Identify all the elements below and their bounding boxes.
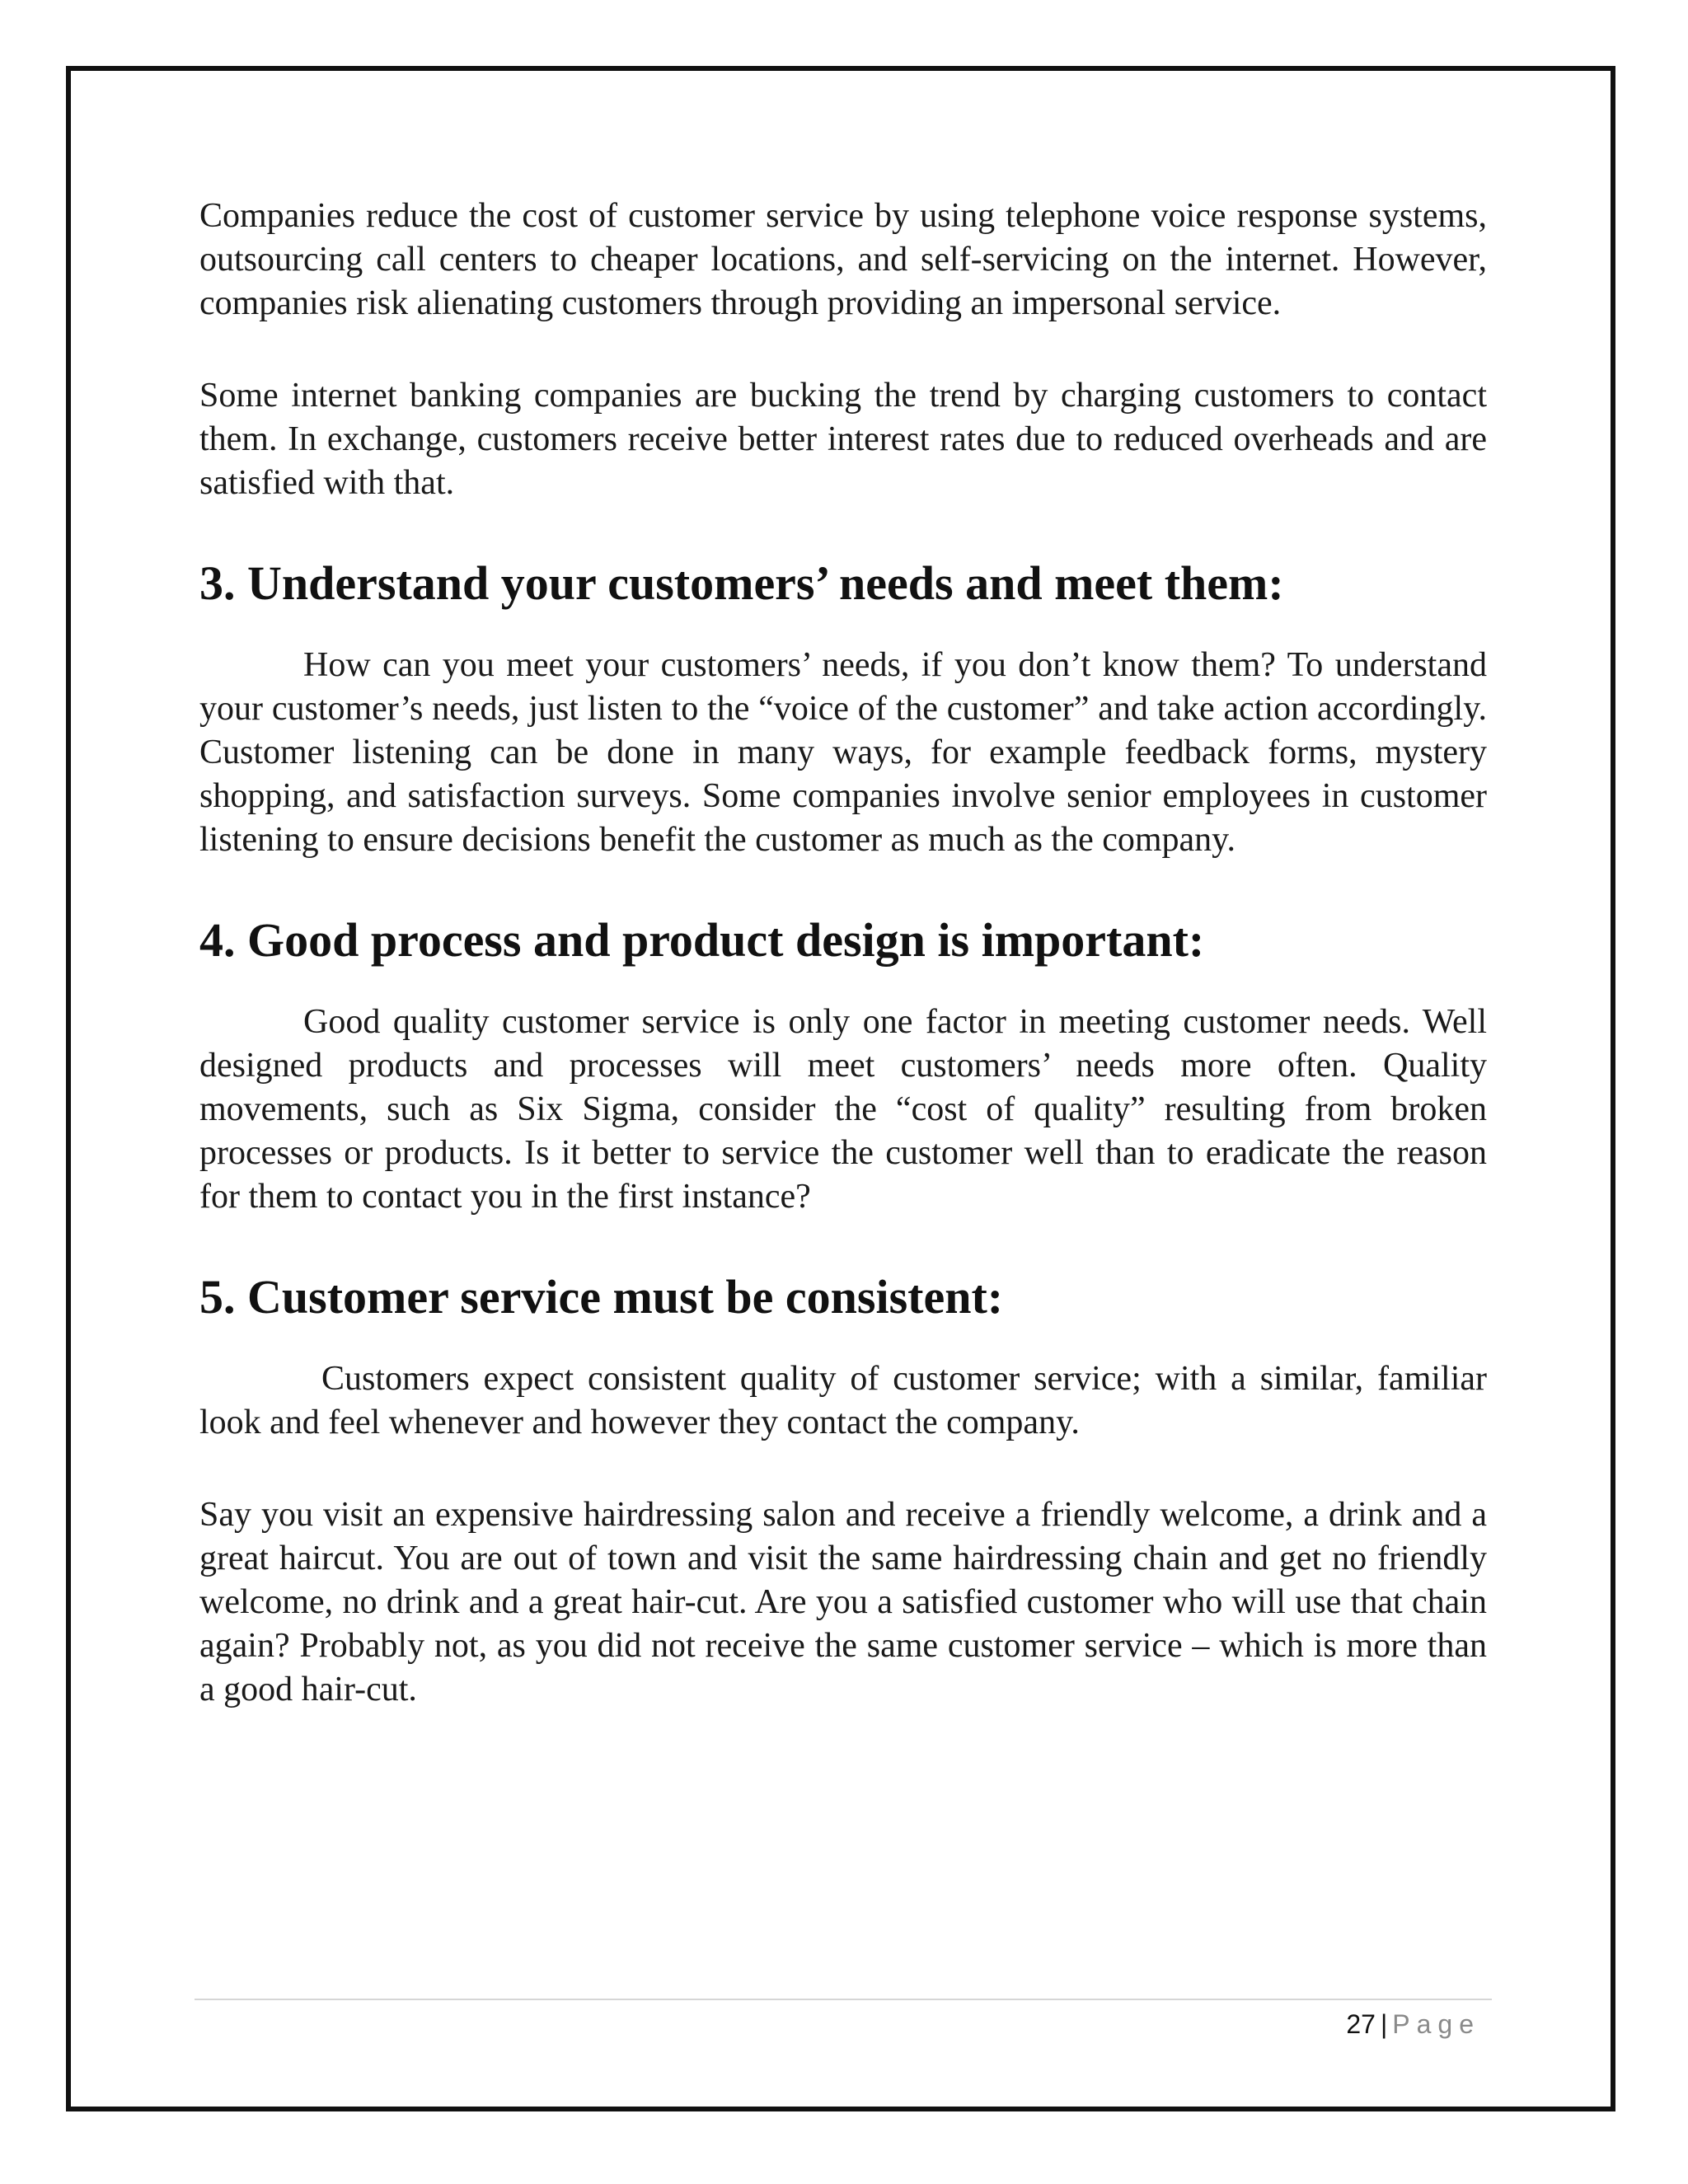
section-heading-understand-needs: 3. Understand your customers’ needs and meet them: [199, 556, 1284, 610]
paragraph-cost-reduction: Companies reduce the cost of customer service by using telephone voice response systems, outsourcing call centers to cheaper locations, and self-servicing on the internet. However, companies risk alienating customers through providing an impersonal service. [199, 197, 1487, 322]
section-body-hairdressing-example: Say you visit an expensive hairdressing salon and receive a friendly welcome, a drink and a great haircut. You are out of town and visit the same hairdressing chain and get no friendly welcome, no drink and a great hair-cut. Are you a satisfied customer who will use that chain again? Probably not, as you did not receive the same customer service – which is more than a good hair-cut. [199, 1496, 1487, 1708]
section-body-consistency: Customers expect consistent quality of customer service; with a similar, familiar look and feel whenever and however they contact the company. [199, 1360, 1487, 1441]
footer-divider [195, 1999, 1492, 2000]
section-heading-consistency: 5. Customer service must be consistent: [199, 1270, 1004, 1324]
page-footer [1346, 2008, 1480, 2041]
section-body-understand-needs: How can you meet your customers’ needs, if you don’t know them? To understand your customer’s needs, just listen to the “voice of the customer” and take action accordingly. Customer listening can be done in many ways, for example feedback forms, mystery shopping, and satisfaction surveys. Some companies involve senior employees in customer listening to ensure decisions benefit the customer as much as the company. [199, 646, 1487, 859]
footer-separator: | [1380, 2009, 1388, 2039]
paragraph-gap [199, 1445, 1487, 1493]
section-heading-process-design: 4. Good process and product design is important: [199, 913, 1205, 967]
document-body [199, 194, 1487, 1712]
section-body-process-design: Good quality customer service is only one factor in meeting customer needs. Well designed products and processes will meet customers’ needs more often. Quality movements, such as Six Sigma, consider the “cost of quality” resulting from broken processes or products. Is it better to service the customer well than to eradicate the reason for them to contact you in the first instance? [199, 1003, 1487, 1216]
paragraph-internet-banking: Some internet banking companies are bucking the trend by charging customers to contact them. In exchange, customers receive better interest rates due to reduced overheads and are satisfied with that. [199, 377, 1487, 502]
page-label: Page [1392, 2009, 1480, 2039]
page-number: 27 [1346, 2009, 1376, 2039]
